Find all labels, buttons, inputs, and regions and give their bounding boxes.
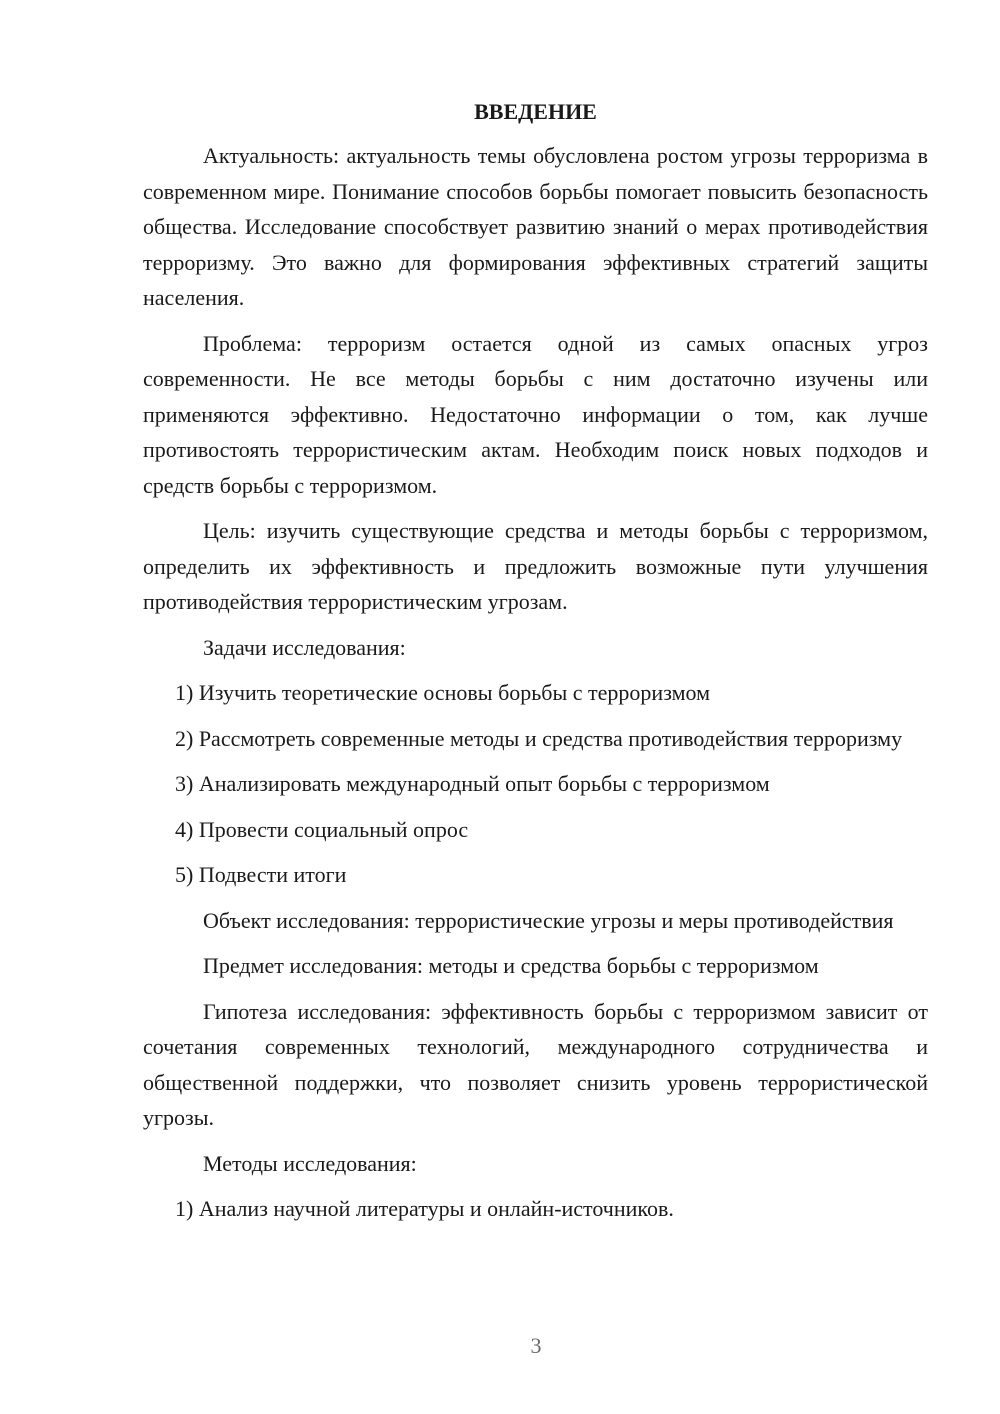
paragraph-goal: Цель: изучить существующие средства и методы борьбы с терроризмом, определить их эффективность и предложить возможные пути улучшения противодействия террористическим угрозам. <box>143 518 928 614</box>
paragraph-subject: Предмет исследования: методы и средства борьбы с терроризмом <box>203 953 819 978</box>
document-body <box>143 94 928 1237</box>
tasks-heading: Задачи исследования: <box>203 634 406 660</box>
task-item: 1) Изучить теоретические основы борьбы с терроризмом <box>175 680 711 705</box>
page-number: 3 <box>530 1333 542 1358</box>
task-item: 3) Анализировать международный опыт борьбы с терроризмом <box>175 771 770 796</box>
task-item: 4) Провести социальный опрос <box>175 816 469 842</box>
method-item: 1) Анализ научной литературы и онлайн-источников. <box>175 1196 674 1221</box>
paragraph-hypothesis: Гипотеза исследования: эффективность борьбы с терроризмом зависит от сочетания современных технологий, международного сотрудничества и общественной поддержки, что позволяет снизить уровень террористической угрозы. <box>143 998 928 1130</box>
paragraph-object: Объект исследования: террористические угрозы и меры противодействия <box>203 907 894 933</box>
paragraph-problem: Проблема: терроризм остается одной из самых опасных угроз современности. Не все методы борьбы с ним достаточно изучены или применяются эффективно. Недостаточно информации о том, как лучше противостоять террористическим актам. Необходим поиск новых подходов и средств борьбы с терроризмом. <box>143 330 928 498</box>
methods-heading: Методы исследования: <box>203 1150 417 1176</box>
section-title: ВВЕДЕНИЕ <box>474 99 597 124</box>
task-item: 2) Рассмотреть современные методы и средства противодействия терроризму <box>175 725 903 751</box>
paragraph-relevance: Актуальность: актуальность темы обусловлена ростом угрозы терроризма в современном мире. Понимание способов борьбы помогает повысить безопасность общества. Исследование способствует развитию знаний о мерах противодействия терроризму. Это важно для формирования эффективных стратегий защиты населения. <box>143 143 928 310</box>
task-item: 5) Подвести итоги <box>175 862 347 887</box>
